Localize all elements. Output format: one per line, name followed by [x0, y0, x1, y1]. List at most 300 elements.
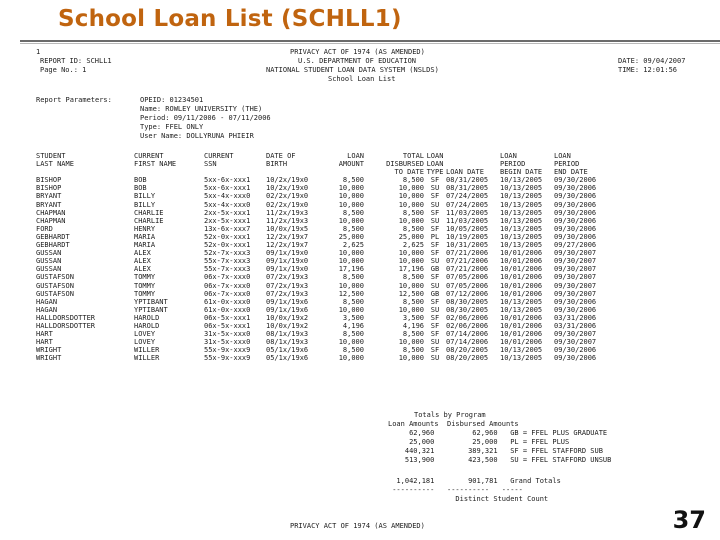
- table-cell: 02/2x/19x0: [266, 192, 309, 201]
- totals-line: 62,960 62,960 GB = FFEL PLUS GRADUATE: [388, 429, 608, 437]
- table-cell: 10/13/2005: [500, 176, 543, 185]
- report-time: TIME: 12:01:56: [618, 66, 678, 74]
- table-cell: SU: [430, 184, 440, 193]
- table-cell: 8,500: [402, 346, 424, 355]
- param-name: Name: ROWLEY UNIVERSITY (THE): [140, 105, 263, 113]
- table-cell: 25,000: [398, 232, 424, 241]
- param-opeid: OPEID: 01234501: [140, 96, 204, 104]
- table-cell: HART: [36, 338, 53, 347]
- table-cell: 07/14/2006: [446, 338, 489, 347]
- table-cell: 10,000: [338, 354, 364, 363]
- table-cell: 10,000: [398, 281, 424, 290]
- table-cell: 8,500: [402, 273, 424, 282]
- table-cell: 10/13/2005: [500, 192, 543, 201]
- table-cell: 02/06/2006: [446, 321, 489, 330]
- table-row: [36, 241, 608, 249]
- column-header: [266, 168, 322, 176]
- column-header: PERIOD: [500, 160, 526, 169]
- table-cell: 2xx-5x-xxx1: [204, 208, 251, 217]
- table-cell: 10/19/2005: [446, 232, 489, 241]
- table-cell: CHARLIE: [134, 208, 164, 217]
- column-header: STUDENT: [36, 152, 66, 160]
- table-cell: 55x-7x-xxx3: [204, 257, 251, 266]
- column-header: FIRST NAME: [134, 160, 177, 169]
- table-cell: 10/0x/19x2: [266, 313, 309, 322]
- table-row: [36, 290, 608, 298]
- table-cell: 10/01/2006: [500, 281, 543, 290]
- table-cell: 10,000: [398, 338, 424, 347]
- title-divider: [20, 40, 720, 42]
- param-user: User Name: DOLLYRUNA PHIEIR: [140, 132, 254, 140]
- table-cell: BILLY: [134, 192, 156, 201]
- table-row: [36, 338, 608, 346]
- table-cell: 09/30/2006: [554, 208, 597, 217]
- table-row: [36, 201, 608, 209]
- table-cell: HAROLD: [134, 313, 160, 322]
- table-cell: TOMMY: [134, 289, 156, 298]
- column-header: [36, 168, 134, 176]
- table-cell: WILLER: [134, 354, 160, 363]
- table-cell: 09/30/2006: [554, 176, 597, 185]
- table-cell: 11/03/2005: [446, 216, 489, 225]
- table-cell: 10,000: [338, 305, 364, 314]
- table-cell: CHAPMAN: [36, 208, 66, 217]
- column-header: LOAN: [426, 152, 444, 160]
- table-cell: BOB: [134, 184, 147, 193]
- table-cell: 2xx-5x-xxx1: [204, 216, 251, 225]
- table-cell: SF: [430, 321, 440, 330]
- column-header: LOAN: [500, 152, 517, 160]
- table-cell: BISHOP: [36, 176, 62, 185]
- table-cell: HAGAN: [36, 305, 58, 314]
- table-cell: 8,500: [342, 346, 364, 355]
- slide-page-number: 37: [672, 506, 706, 534]
- table-cell: GUSSAN: [36, 249, 62, 258]
- table-cell: SU: [430, 216, 440, 225]
- report-page: [36, 48, 708, 538]
- table-cell: LOVEY: [134, 338, 156, 347]
- table-row: [36, 176, 608, 184]
- table-cell: 07/21/2006: [446, 265, 489, 274]
- table-cell: 10/01/2006: [500, 289, 543, 298]
- table-cell: 8,500: [342, 330, 364, 339]
- table-cell: CHAPMAN: [36, 216, 66, 225]
- table-cell: PL: [430, 232, 440, 241]
- table-cell: MARIA: [134, 232, 156, 241]
- table-cell: 07/14/2006: [446, 330, 489, 339]
- table-cell: SF: [430, 273, 440, 282]
- table-cell: 10/01/2006: [500, 338, 543, 347]
- table-cell: 10/01/2006: [500, 321, 543, 330]
- column-header-row: [36, 152, 608, 160]
- table-cell: SU: [430, 305, 440, 314]
- table-cell: 07/2x/19x3: [266, 281, 309, 290]
- column-header-row: [36, 160, 608, 168]
- table-cell: 10/01/2006: [500, 313, 543, 322]
- table-cell: 8,500: [342, 224, 364, 233]
- table-cell: 09/30/2006: [554, 305, 597, 314]
- table-cell: GB: [430, 289, 440, 298]
- table-cell: 10,000: [338, 281, 364, 290]
- table-row: [36, 192, 608, 200]
- table-cell: 8,500: [342, 176, 364, 185]
- table-cell: 02/06/2006: [446, 313, 489, 322]
- column-header: AMOUNT: [338, 160, 364, 169]
- table-cell: 10,000: [338, 184, 364, 193]
- table-cell: SF: [430, 346, 440, 355]
- table-cell: WRIGHT: [36, 354, 62, 363]
- system-header: NATIONAL STUDENT LOAN DATA SYSTEM (NSLDS): [266, 66, 439, 74]
- column-header: TO DATE: [394, 168, 424, 177]
- table-cell: 07/05/2006: [446, 281, 489, 290]
- table-cell: 09/30/2006: [554, 184, 597, 193]
- title-divider-thin: [20, 43, 720, 44]
- table-row: [36, 306, 608, 314]
- table-cell: 5xx-6x-xxx1: [204, 176, 251, 185]
- table-row: [36, 184, 608, 192]
- page-one-marker: 1: [36, 48, 41, 56]
- table-cell: 12/2x/19x7: [266, 241, 309, 250]
- table-cell: GUSTAFSON: [36, 289, 74, 298]
- table-cell: 12/2x/19x7: [266, 232, 309, 241]
- table-cell: 10,000: [338, 216, 364, 225]
- table-cell: ALEX: [134, 265, 151, 274]
- table-cell: 09/30/2006: [554, 192, 597, 201]
- table-cell: 09/30/2006: [554, 200, 597, 209]
- table-cell: 09/30/2006: [554, 297, 597, 306]
- table-cell: 07/2x/19x3: [266, 273, 309, 282]
- table-cell: SU: [430, 257, 440, 266]
- table-cell: 10/13/2005: [500, 297, 543, 306]
- table-cell: 10/01/2006: [500, 330, 543, 339]
- table-cell: 10/13/2005: [500, 208, 543, 217]
- table-cell: 11/03/2005: [446, 208, 489, 217]
- table-cell: 10/31/2005: [446, 241, 489, 250]
- table-cell: 07/21/2006: [446, 249, 489, 258]
- table-cell: 10/01/2006: [500, 249, 543, 258]
- table-cell: 10/13/2005: [500, 216, 543, 225]
- column-header: SSN: [204, 160, 217, 169]
- loan-table: [36, 152, 608, 362]
- column-header: END DATE: [554, 168, 588, 177]
- table-cell: 8,500: [342, 273, 364, 282]
- table-cell: SU: [430, 354, 440, 363]
- column-header: [134, 168, 204, 176]
- table-cell: 10,000: [338, 249, 364, 258]
- table-cell: 12,500: [398, 289, 424, 298]
- table-row: [36, 217, 608, 225]
- table-cell: HALLDORSDOTTER: [36, 313, 96, 322]
- column-header: LOAN: [426, 160, 444, 169]
- table-cell: 06x-5x-xxx1: [204, 321, 251, 330]
- table-cell: 08/20/2005: [446, 346, 489, 355]
- table-cell: WRIGHT: [36, 346, 62, 355]
- table-cell: 10/13/2005: [500, 241, 543, 250]
- table-cell: GUSTAFSON: [36, 281, 74, 290]
- table-cell: GEBHARDT: [36, 232, 70, 241]
- table-cell: 52x-0x-xxx1: [204, 232, 251, 241]
- table-cell: ALEX: [134, 249, 151, 258]
- table-cell: 8,500: [402, 224, 424, 233]
- table-cell: 8,500: [402, 330, 424, 339]
- table-cell: 8,500: [342, 208, 364, 217]
- table-cell: 09/27/2006: [554, 241, 597, 250]
- table-cell: 10/0x/19x5: [266, 224, 309, 233]
- table-cell: 10,000: [398, 184, 424, 193]
- table-cell: 06x-7x-xxx0: [204, 289, 251, 298]
- slide-title: School Loan List (SCHLL1): [58, 6, 402, 32]
- table-cell: 09/30/2007: [554, 265, 597, 274]
- distinct-student-count: Distinct Student Count: [388, 495, 549, 503]
- table-cell: 52x-0x-xxx1: [204, 241, 251, 250]
- table-cell: 07/12/2006: [446, 289, 489, 298]
- table-cell: 10/0x/19x2: [266, 321, 309, 330]
- table-cell: 10/13/2005: [500, 224, 543, 233]
- table-row: [36, 282, 608, 290]
- department-header: U.S. DEPARTMENT OF EDUCATION: [298, 57, 417, 65]
- table-row: [36, 257, 608, 265]
- table-cell: SF: [430, 224, 440, 233]
- table-cell: 2,625: [342, 241, 364, 250]
- param-type: Type: FFEL ONLY: [140, 123, 204, 131]
- table-cell: 10,000: [398, 192, 424, 201]
- column-header: LOAN DATE: [446, 168, 484, 177]
- table-cell: GUSTAFSON: [36, 273, 74, 282]
- table-cell: 09/30/2006: [554, 346, 597, 355]
- table-cell: TOMMY: [134, 273, 156, 282]
- table-cell: 17,196: [398, 265, 424, 274]
- table-cell: 4,196: [342, 321, 364, 330]
- table-cell: 03/31/2006: [554, 313, 597, 322]
- table-cell: HALLDORSDOTTER: [36, 321, 96, 330]
- table-cell: 09/30/2007: [554, 338, 597, 347]
- table-cell: 17,196: [338, 265, 364, 274]
- table-cell: 08/1x/19x3: [266, 338, 309, 347]
- table-cell: 8,500: [402, 208, 424, 217]
- privacy-act-footer: PRIVACY ACT OF 1974 (AS AMENDED): [290, 522, 425, 530]
- table-cell: HAROLD: [134, 321, 160, 330]
- table-cell: 61x-0x-xxx0: [204, 305, 251, 314]
- table-cell: 10/13/2005: [500, 354, 543, 363]
- table-cell: HAGAN: [36, 297, 58, 306]
- table-cell: 08/30/2005: [446, 297, 489, 306]
- table-cell: 09/30/2007: [554, 281, 597, 290]
- totals-line: 25,000 25,000 PL = FFEL PLUS: [388, 438, 570, 446]
- column-header: DISBURSED: [386, 160, 424, 169]
- page-no: Page No.: 1: [40, 66, 87, 74]
- column-header: [446, 160, 500, 168]
- totals-dashes: ---------- ---------- -----: [388, 486, 523, 494]
- table-row: [36, 249, 608, 257]
- table-cell: 08/1x/19x3: [266, 330, 309, 339]
- table-cell: 2,625: [402, 241, 424, 250]
- table-cell: 5xx-6x-xxx1: [204, 184, 251, 193]
- table-row: [36, 265, 608, 273]
- table-cell: 06x-7x-xxx0: [204, 281, 251, 290]
- table-cell: 12,500: [338, 289, 364, 298]
- table-cell: WILLER: [134, 346, 160, 355]
- table-row: [36, 209, 608, 217]
- column-header: LOAN: [347, 152, 364, 160]
- table-cell: 08/31/2005: [446, 176, 489, 185]
- table-cell: 55x-7x-xxx3: [204, 265, 251, 274]
- column-header: BEGIN DATE: [500, 168, 543, 177]
- table-cell: 25,000: [338, 232, 364, 241]
- table-cell: 10,000: [398, 305, 424, 314]
- table-cell: BILLY: [134, 200, 156, 209]
- table-cell: 10,000: [338, 257, 364, 266]
- totals-title: Totals by Program: [414, 411, 486, 419]
- table-cell: TOMMY: [134, 281, 156, 290]
- table-cell: 09/1x/19x6: [266, 297, 309, 306]
- table-row: [36, 273, 608, 281]
- table-cell: 07/21/2006: [446, 257, 489, 266]
- totals-head: Loan Amounts Disbursed Amounts: [388, 420, 519, 428]
- table-cell: 10/05/2005: [446, 224, 489, 233]
- table-cell: 05/1x/19x6: [266, 354, 309, 363]
- column-header: [204, 168, 266, 176]
- table-cell: 09/1x/19x0: [266, 265, 309, 274]
- table-cell: 61x-0x-xxx0: [204, 297, 251, 306]
- table-cell: SF: [430, 192, 440, 201]
- table-cell: SU: [430, 281, 440, 290]
- column-header: DATE OF: [266, 152, 296, 160]
- column-header: PERIOD: [554, 160, 580, 169]
- totals-line: 513,900 423,500 SU = FFEL STAFFORD UNSUB: [388, 456, 612, 464]
- table-row: [36, 233, 608, 241]
- privacy-act-header: PRIVACY ACT OF 1974 (AS AMENDED): [290, 48, 425, 56]
- param-period: Period: 09/11/2006 - 07/11/2006: [140, 114, 271, 122]
- table-cell: 10/01/2006: [500, 273, 543, 282]
- table-cell: 09/30/2007: [554, 257, 597, 266]
- table-cell: YPTIBANT: [134, 305, 168, 314]
- table-cell: 10/13/2005: [500, 184, 543, 193]
- table-row: [36, 225, 608, 233]
- table-cell: 3,500: [342, 313, 364, 322]
- column-header: [322, 168, 364, 176]
- table-row: [36, 330, 608, 338]
- table-cell: 07/05/2006: [446, 273, 489, 282]
- table-cell: 52x-7x-xxx3: [204, 249, 251, 258]
- table-cell: MARIA: [134, 241, 156, 250]
- table-cell: 06x-5x-xxx1: [204, 313, 251, 322]
- report-id: REPORT ID: SCHLL1: [40, 57, 112, 65]
- table-cell: GUSSAN: [36, 257, 62, 266]
- table-cell: 11/2x/19x3: [266, 216, 309, 225]
- table-cell: SU: [430, 200, 440, 209]
- table-row: [36, 314, 608, 322]
- table-cell: SF: [430, 297, 440, 306]
- table-cell: CHARLIE: [134, 216, 164, 225]
- table-cell: 10,000: [338, 192, 364, 201]
- table-cell: 03/31/2006: [554, 321, 597, 330]
- table-cell: 10,000: [338, 338, 364, 347]
- table-cell: 10,000: [398, 249, 424, 258]
- table-cell: 8,500: [402, 176, 424, 185]
- table-cell: 07/24/2005: [446, 200, 489, 209]
- table-cell: 02/2x/19x0: [266, 200, 309, 209]
- totals-line: 440,321 389,321 SF = FFEL STAFFORD SUB: [388, 447, 603, 455]
- table-cell: BOB: [134, 176, 147, 185]
- table-cell: 07/2x/19x3: [266, 289, 309, 298]
- table-cell: 55x-9x-xxx9: [204, 346, 251, 355]
- table-cell: 8,500: [402, 297, 424, 306]
- table-cell: 31x-5x-xxx0: [204, 338, 251, 347]
- column-header: CURRENT: [204, 152, 234, 160]
- table-cell: 10/01/2006: [500, 265, 543, 274]
- table-cell: 05/1x/19x6: [266, 346, 309, 355]
- table-cell: 10,000: [338, 200, 364, 209]
- table-row: [36, 322, 608, 330]
- table-cell: 09/30/2006: [554, 216, 597, 225]
- table-cell: 10,000: [398, 216, 424, 225]
- table-cell: SF: [430, 176, 440, 185]
- report-name: School Loan List: [328, 75, 396, 83]
- table-cell: LOVEY: [134, 330, 156, 339]
- params-label: Report Parameters:: [36, 96, 112, 104]
- table-cell: 3,500: [402, 313, 424, 322]
- table-cell: YPTIBANT: [134, 297, 168, 306]
- table-cell: 5xx-4x-xxx0: [204, 192, 251, 201]
- table-cell: 13x-6x-xxx7: [204, 224, 251, 233]
- table-cell: SF: [430, 241, 440, 250]
- table-cell: 06x-7x-xxx0: [204, 273, 251, 282]
- table-cell: 09/30/2007: [554, 273, 597, 282]
- table-cell: 08/30/2005: [446, 305, 489, 314]
- table-cell: 10/2x/19x0: [266, 176, 309, 185]
- table-cell: 08/20/2005: [446, 354, 489, 363]
- table-cell: 09/1x/19x0: [266, 249, 309, 258]
- table-cell: 10/13/2005: [500, 305, 543, 314]
- table-cell: 5xx-4x-xxx0: [204, 200, 251, 209]
- table-cell: SF: [430, 208, 440, 217]
- table-cell: SF: [430, 249, 440, 258]
- column-header: LOAN: [554, 152, 571, 160]
- table-cell: 10/13/2005: [500, 232, 543, 241]
- table-cell: GB: [430, 265, 440, 274]
- table-cell: SF: [430, 313, 440, 322]
- table-cell: 10/01/2006: [500, 257, 543, 266]
- table-cell: SU: [430, 338, 440, 347]
- table-cell: GUSSAN: [36, 265, 62, 274]
- table-cell: 10,000: [398, 257, 424, 266]
- table-cell: 09/30/2006: [554, 224, 597, 233]
- column-header: CURRENT: [134, 152, 164, 160]
- table-cell: 07/24/2005: [446, 192, 489, 201]
- table-cell: 08/31/2005: [446, 184, 489, 193]
- table-cell: GEBHARDT: [36, 241, 70, 250]
- table-cell: ALEX: [134, 257, 151, 266]
- report-date: DATE: 09/04/2007: [618, 57, 686, 65]
- table-cell: 4,196: [402, 321, 424, 330]
- table-cell: HENRY: [134, 224, 156, 233]
- column-header-row: [36, 168, 608, 176]
- column-header: TYPE: [426, 168, 444, 177]
- table-cell: BRYANT: [36, 192, 62, 201]
- table-cell: 09/30/2006: [554, 354, 597, 363]
- table-cell: 09/30/2006: [554, 232, 597, 241]
- table-cell: BRYANT: [36, 200, 62, 209]
- table-cell: 10,000: [398, 200, 424, 209]
- table-row: [36, 354, 608, 362]
- table-row: [36, 346, 608, 354]
- table-row: [36, 298, 608, 306]
- table-cell: 31x-5x-xxx0: [204, 330, 251, 339]
- table-cell: 10/13/2005: [500, 200, 543, 209]
- table-cell: 09/1x/19x6: [266, 305, 309, 314]
- table-cell: 09/30/2007: [554, 289, 597, 298]
- table-cell: 10,000: [398, 354, 424, 363]
